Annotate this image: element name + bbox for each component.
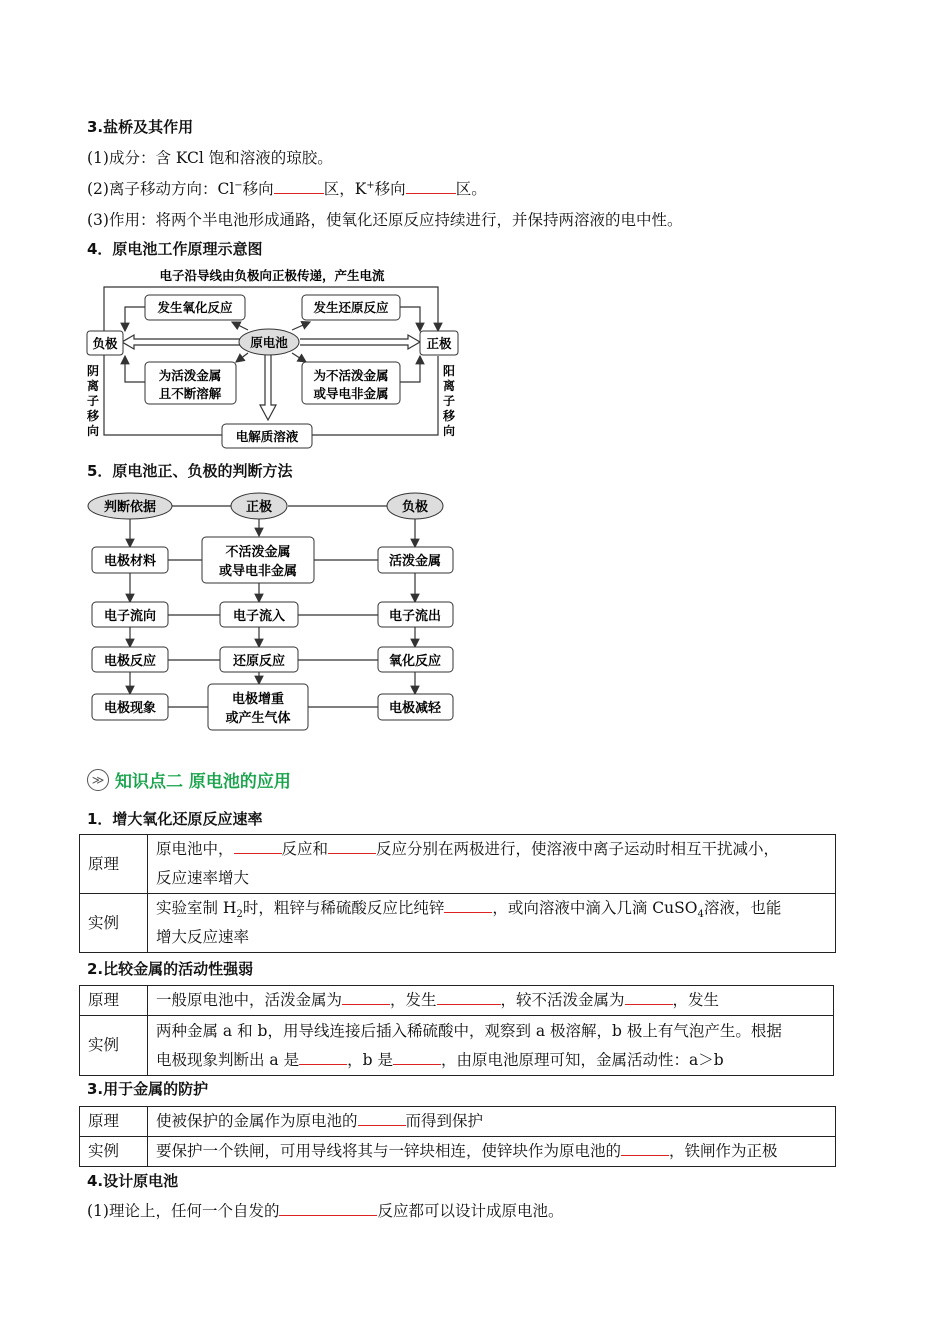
section-title-principle-diagram: 4．原电池工作原理示意图	[87, 240, 263, 258]
blank[interactable]	[358, 1111, 406, 1126]
app1-example-label: 实例	[80, 894, 148, 953]
app3-title: 3.用于金属的防护	[87, 1080, 209, 1098]
app1-title: 1．增大氧化还原反应速率	[87, 810, 263, 828]
salt-bridge-composition: (1)成分：含 KCl 饱和溶液的琼胶。	[87, 149, 333, 167]
flow-neg-phenomenon: 电极减轻	[388, 701, 442, 716]
app3-table	[79, 1106, 836, 1167]
flow-electrode-material: 电极材料	[103, 554, 157, 569]
electrolyte-box: 电解质溶液	[235, 429, 299, 444]
cation-char: 子	[442, 394, 456, 408]
flow-header-positive: 正极	[245, 500, 273, 515]
anion-char: 离	[86, 379, 100, 393]
neg-material-2: 且不断溶解	[158, 386, 222, 401]
electron-flow-label: 电子沿导线由负极向正极传递，产生电流	[159, 268, 385, 283]
flow-reduction: 还原反应	[232, 654, 286, 669]
anion-char: 向	[86, 424, 100, 438]
anion-char: 阴	[86, 364, 100, 378]
blank[interactable]	[342, 990, 390, 1005]
blank[interactable]	[328, 839, 376, 854]
app2-example-label: 实例	[80, 1016, 148, 1076]
reduction-box: 发生还原反应	[313, 300, 389, 315]
app4-line1: (1)理论上，任何一个自发的 反应都可以设计成原电池。	[87, 1202, 564, 1220]
flow-electrode-reaction: 电极反应	[103, 654, 157, 669]
app2-example: 两种金属 a 和 b，用导线连接后插入稀硫酸中，观察到 a 极溶解，b 极上有气泡产生。根据 电极现象判断出 a 是 ，b 是 ，由原电池原理可知，金属活动性：a＞b	[148, 1016, 834, 1076]
ion-migration-line: (2)离子移动方向：Cl−移向 区，K+移向 区。	[87, 179, 487, 198]
flow-pos-phenomenon-2: 或产生气体	[225, 711, 291, 726]
blank[interactable]	[234, 839, 282, 854]
blank[interactable]	[437, 990, 501, 1005]
pos-material-2: 或导电非金属	[313, 386, 389, 401]
flow-header-basis: 判断依据	[103, 500, 157, 515]
cell-center: 原电池	[250, 335, 288, 350]
flow-pos-material-2: 或导电非金属	[218, 564, 298, 579]
cation-char: 离	[442, 379, 456, 393]
cation-char: 向	[442, 424, 456, 438]
app1-table	[79, 834, 836, 953]
positive-electrode: 正极	[426, 336, 452, 351]
anion-char: 子	[86, 394, 100, 408]
blank[interactable]	[625, 990, 673, 1005]
double-arrow-icon: ≫	[87, 769, 109, 791]
app3-example: 要保护一个铁闸，可用导线将其与一锌块相连，使锌块作为原电池的 ，铁闸作为正极	[148, 1137, 836, 1167]
negative-electrode: 负极	[92, 336, 118, 351]
knowledge-point-heading: ≫ 知识点二 原电池的应用	[87, 767, 291, 792]
app2-title: 2.比较金属的活动性强弱	[87, 960, 254, 978]
flow-oxidation: 氧化反应	[388, 654, 442, 669]
app1-principle-label: 原理	[80, 835, 148, 894]
app3-principle: 使被保护的金属作为原电池的 而得到保护	[148, 1107, 836, 1137]
app3-example-label: 实例	[80, 1137, 148, 1167]
flow-neg-material: 活泼金属	[388, 554, 442, 569]
cation-char: 移	[442, 409, 456, 423]
flow-electrode-phenomenon: 电极现象	[103, 701, 157, 716]
blank[interactable]	[621, 1141, 669, 1156]
flow-header-negative: 负极	[401, 500, 429, 515]
flow-pos-phenomenon-1: 电极增重	[231, 692, 285, 707]
flow-electron-out: 电子流出	[388, 609, 442, 624]
app3-principle-label: 原理	[80, 1107, 148, 1137]
cation-char: 阳	[442, 364, 456, 378]
section-title-salt-bridge: 3.盐桥及其作用	[87, 118, 194, 136]
anion-char: 移	[86, 409, 100, 423]
blank[interactable]	[279, 1201, 377, 1216]
app2-principle: 一般原电池中，活泼金属为 ，发生 ，较不活泼金属为 ，发生	[148, 986, 834, 1016]
section-title-judgement: 5．原电池正、负极的判断方法	[87, 462, 293, 480]
flow-pos-material-1: 不活泼金属	[225, 545, 291, 560]
pos-material-1: 为不活泼金属	[313, 368, 389, 383]
neg-material-1: 为活泼金属	[158, 368, 222, 383]
blank[interactable]	[299, 1050, 347, 1065]
app1-principle: 原电池中， 反应和 反应分别在两极进行，使溶液中离子运动时相互干扰减小， 反应速率增大	[148, 835, 836, 894]
blank[interactable]	[393, 1050, 441, 1065]
app2-table	[79, 985, 834, 1076]
flow-electron-in: 电子流入	[232, 609, 286, 624]
app4-title: 4.设计原电池	[87, 1172, 179, 1190]
blank[interactable]	[444, 898, 492, 913]
app1-example: 实验室制 $H_2$时，粗锌与稀硫酸反应比纯锌 ，或向溶液中滴入几滴 CuSO$_4$溶液，也能 增大反应速率	[148, 894, 836, 953]
oxidation-box: 发生氧化反应	[157, 300, 233, 315]
flow-electron-direction: 电子流向	[103, 609, 157, 624]
app2-principle-label: 原理	[80, 986, 148, 1016]
salt-bridge-function: (3)作用：将两个半电池形成通路，使氧化还原反应持续进行，并保持两溶液的电中性。	[87, 211, 683, 229]
